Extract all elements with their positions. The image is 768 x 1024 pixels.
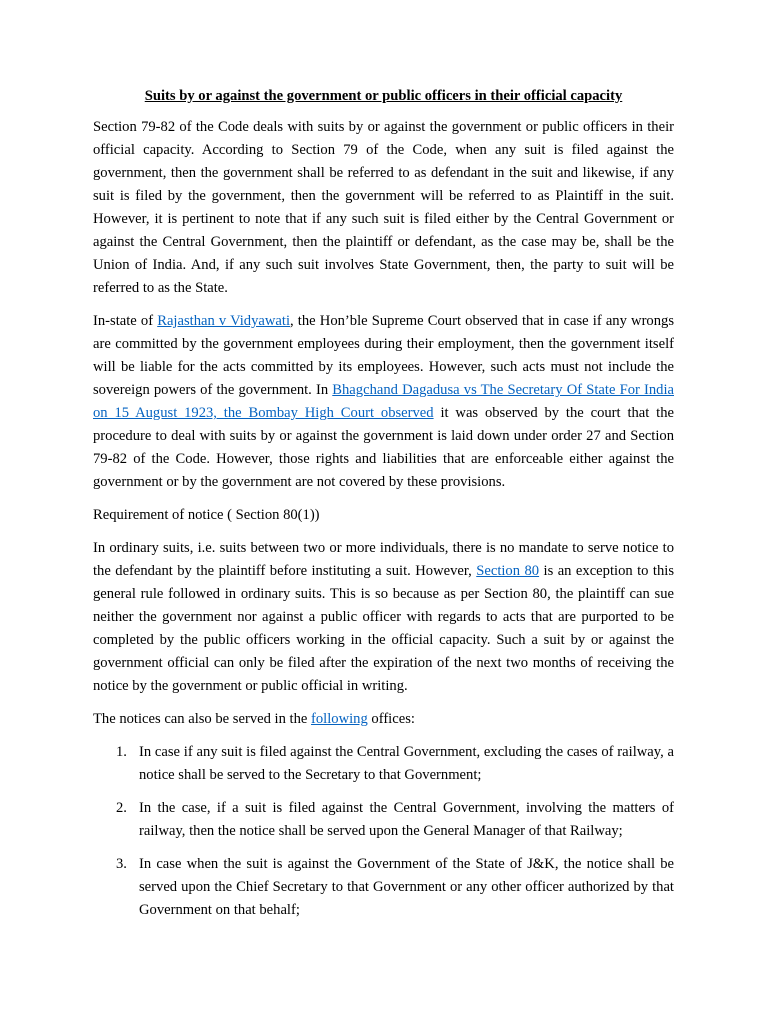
- paragraph-text: is an exception to this general rule followed in ordinary suits. This is so because as per Section 80, the plaintiff can sue neither the government nor against a public officer with regards to acts that are purported to be completed by the public officers working in the official capacity. Such a suit by or against the government official can only be filed after the expiration of the next two months of receiving the notice by the government or public official in writing.: [93, 563, 674, 694]
- paragraph-text: In-state of: [93, 313, 158, 329]
- list-item-number: 1.: [116, 744, 127, 760]
- numbered-list: [93, 741, 674, 922]
- list-item: [93, 853, 674, 922]
- list-item-text: In case if any suit is filed against the Central Government, excluding the cases of railway, a notice shall be served to the Secretary to that Government;: [139, 744, 674, 783]
- paragraph-text: it was observed by the court that the procedure to deal with suits by or against the government is laid down under order 27 and Section 79-82 of the Code. However, those rights and liabilities that are enforceable either against the government or by the government are not covered by these provisions.: [93, 405, 675, 490]
- list-item-number: 2.: [116, 800, 127, 816]
- paragraph-text: The notices can also be served in the: [93, 711, 312, 727]
- list-item-text: In case when the suit is against the Government of the State of J&K, the notice shall be served upon the Chief Secretary to that Government or any other officer authorized by that Government on that behalf;: [139, 856, 674, 918]
- list-item-number: 3.: [116, 856, 127, 872]
- paragraph-text: , the Hon’ble Supreme Court observed that in case if any wrongs are committed by the government employees during their employment, then the government itself will be liable for the acts committed by its employees. However, such acts must not include the sovereign powers of the government. In: [93, 313, 675, 398]
- list-item: [93, 797, 674, 843]
- paragraph-text: In ordinary suits, i.e. suits between two or more individuals, there is no mandate to serve notice to the defendant by the plaintiff before instituting a suit. However,: [93, 540, 674, 579]
- list-item-text: In the case, if a suit is filed against the Central Government, involving the matters of railway, then the notice shall be served upon the General Manager of that Railway;: [139, 800, 674, 839]
- section-heading-notice: Requirement of notice ( Section 80(1)): [93, 507, 320, 523]
- link-bhagchand-dagadusa[interactable]: Bhagchand Dagadusa vs The Secretary Of State For India on 15 August 1923, the Bombay High Court observed: [93, 382, 674, 421]
- paragraph-notice-requirement: [93, 537, 674, 698]
- paragraph-notice-offices: [93, 708, 674, 731]
- link-following[interactable]: following: [311, 711, 368, 727]
- link-section-80[interactable]: Section 80: [476, 563, 540, 579]
- paragraph-case-law: [93, 310, 674, 494]
- link-rajasthan-v-vidyawati[interactable]: Rajasthan v Vidyawati: [157, 313, 291, 329]
- document-title: Suits by or against the government or public officers in their official capacity: [144, 88, 623, 104]
- document-page: [93, 86, 674, 932]
- paragraph-text: offices:: [367, 711, 415, 727]
- list-item: [93, 741, 674, 787]
- paragraph-sections-79-82: Section 79-82 of the Code deals with suits by or against the government or public officers in their official capacity. According to Section 79 of the Code, when any suit is filed against the government, then the government shall be referred to as defendant in the suit and likewise, if any suit is filed by the government, then the government will be referred to as Plaintiff in the suit. However, it is pertinent to note that if any such suit is filed either by the Central Government or against the Central Government, then the plaintiff or defendant, as the case may be, shall be the Union of India. And, if any such suit involves State Government, then, the party to suit will be referred to as the State.: [93, 119, 674, 296]
